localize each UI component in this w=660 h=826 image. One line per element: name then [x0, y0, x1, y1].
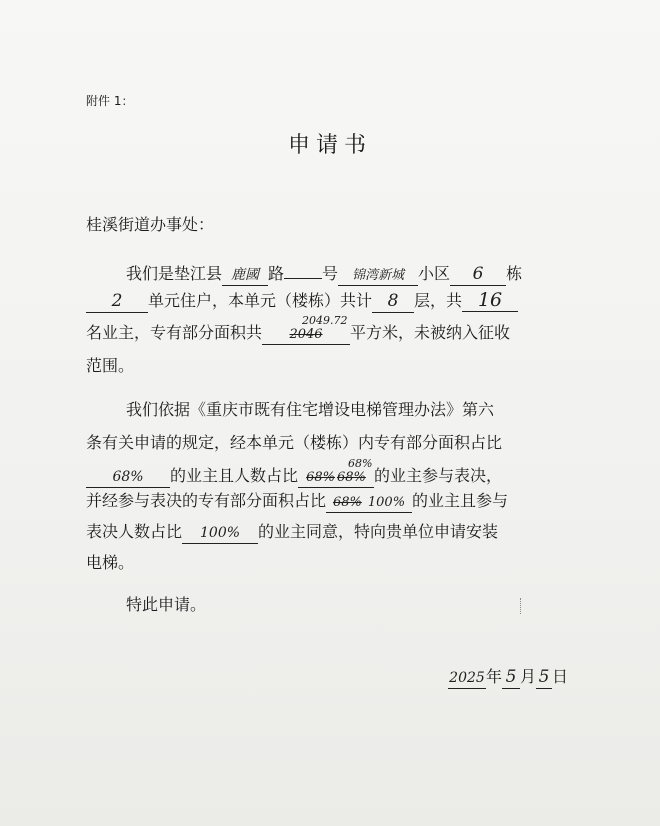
area-ratio-fill: 68% — [112, 469, 144, 485]
road-fill: 鹿國 — [231, 267, 260, 283]
paragraph-2-line-4 — [86, 490, 508, 513]
paragraph-2-line-6: 电梯。 — [86, 553, 135, 572]
vote-area-blank — [326, 490, 412, 513]
paragraph-1-line-3 — [86, 314, 511, 345]
p1-text-9: 平方米，未被纳入征收 — [350, 323, 511, 342]
year-label: 年 — [486, 667, 503, 686]
floors-fill: 8 — [387, 291, 399, 311]
people-ratio-struck: 68% — [306, 470, 336, 485]
p1-text-1: 我们是垫江县 — [126, 264, 223, 283]
p2-text-8: 的业主同意，特向贵单位申请安装 — [258, 522, 499, 541]
p2-text-4: 的业主参与表决， — [374, 466, 503, 485]
p2-text-5: 并经参与表决的专有部分面积占比 — [86, 491, 327, 510]
vote-area-struck: 68% — [332, 495, 362, 510]
p1-text-4: 小区 — [418, 264, 451, 283]
people-ratio-corrected: 68% — [348, 457, 373, 470]
closing-text: 特此申请。 — [126, 595, 207, 614]
month-fill: 5 — [505, 667, 517, 687]
floors-blank — [372, 290, 414, 313]
p1-text-7: 层，共 — [414, 291, 463, 310]
day-blank — [536, 666, 552, 689]
community-blank — [338, 263, 418, 286]
p1-text-3: 号 — [322, 264, 339, 283]
paragraph-1-line-1 — [126, 256, 522, 286]
owners-blank — [462, 289, 518, 312]
paragraph-2-line-5 — [86, 521, 498, 544]
vote-area-corrected: 100% — [367, 495, 406, 510]
paragraph-2-line-2: 条有关申请的规定，经本单元（楼栋）内专有部分面积占比 — [86, 433, 503, 452]
paragraph-2-line-3 — [86, 457, 503, 488]
p1-text-8: 名业主，专有部分面积共 — [86, 323, 263, 342]
date-line — [448, 666, 568, 689]
area-fill-corrected: 2049.72 — [302, 314, 348, 327]
month-blank — [502, 666, 520, 689]
road-blank — [222, 263, 268, 286]
area-fill-struck: 2046 — [289, 327, 323, 342]
paragraph-2-line-1: 我们依据《重庆市既有住宅增设电梯管理办法》第六 — [126, 400, 495, 419]
vote-people-blank — [182, 521, 258, 544]
p1-text-2: 路 — [268, 264, 285, 283]
owners-fill: 16 — [477, 289, 503, 311]
building-blank — [450, 263, 506, 286]
unit-blank — [86, 290, 148, 313]
vote-people-fill: 100% — [200, 525, 241, 541]
unit-fill: 2 — [111, 291, 123, 311]
addressee: 桂溪街道办事处： — [86, 215, 215, 234]
building-fill: 6 — [472, 264, 484, 284]
day-label: 日 — [552, 667, 569, 686]
p2-text-6: 的业主且参与 — [412, 491, 509, 510]
year-blank — [448, 666, 486, 689]
paragraph-1-line-4: 范围。 — [86, 356, 135, 375]
area-ratio-blank — [86, 465, 170, 488]
p1-text-5: 栋 — [506, 264, 523, 283]
number-blank — [284, 256, 322, 279]
year-fill: 2025 — [449, 670, 485, 686]
people-ratio-struck-2: 68% — [337, 470, 366, 485]
p1-text-6: 单元住户，本单元（楼栋）共计 — [148, 291, 373, 310]
attachment-label: 附件 1： — [86, 94, 134, 108]
document-title: 申请书 — [287, 133, 372, 158]
day-fill: 5 — [538, 667, 550, 687]
people-ratio-blank — [298, 457, 374, 488]
pencil-mark — [520, 598, 524, 614]
area-blank — [262, 314, 350, 345]
p2-text-7: 表决人数占比 — [86, 522, 183, 541]
p2-text-3: 的业主且人数占比 — [170, 466, 299, 485]
month-label: 月 — [520, 667, 537, 686]
community-fill: 锦湾新城 — [352, 268, 405, 283]
